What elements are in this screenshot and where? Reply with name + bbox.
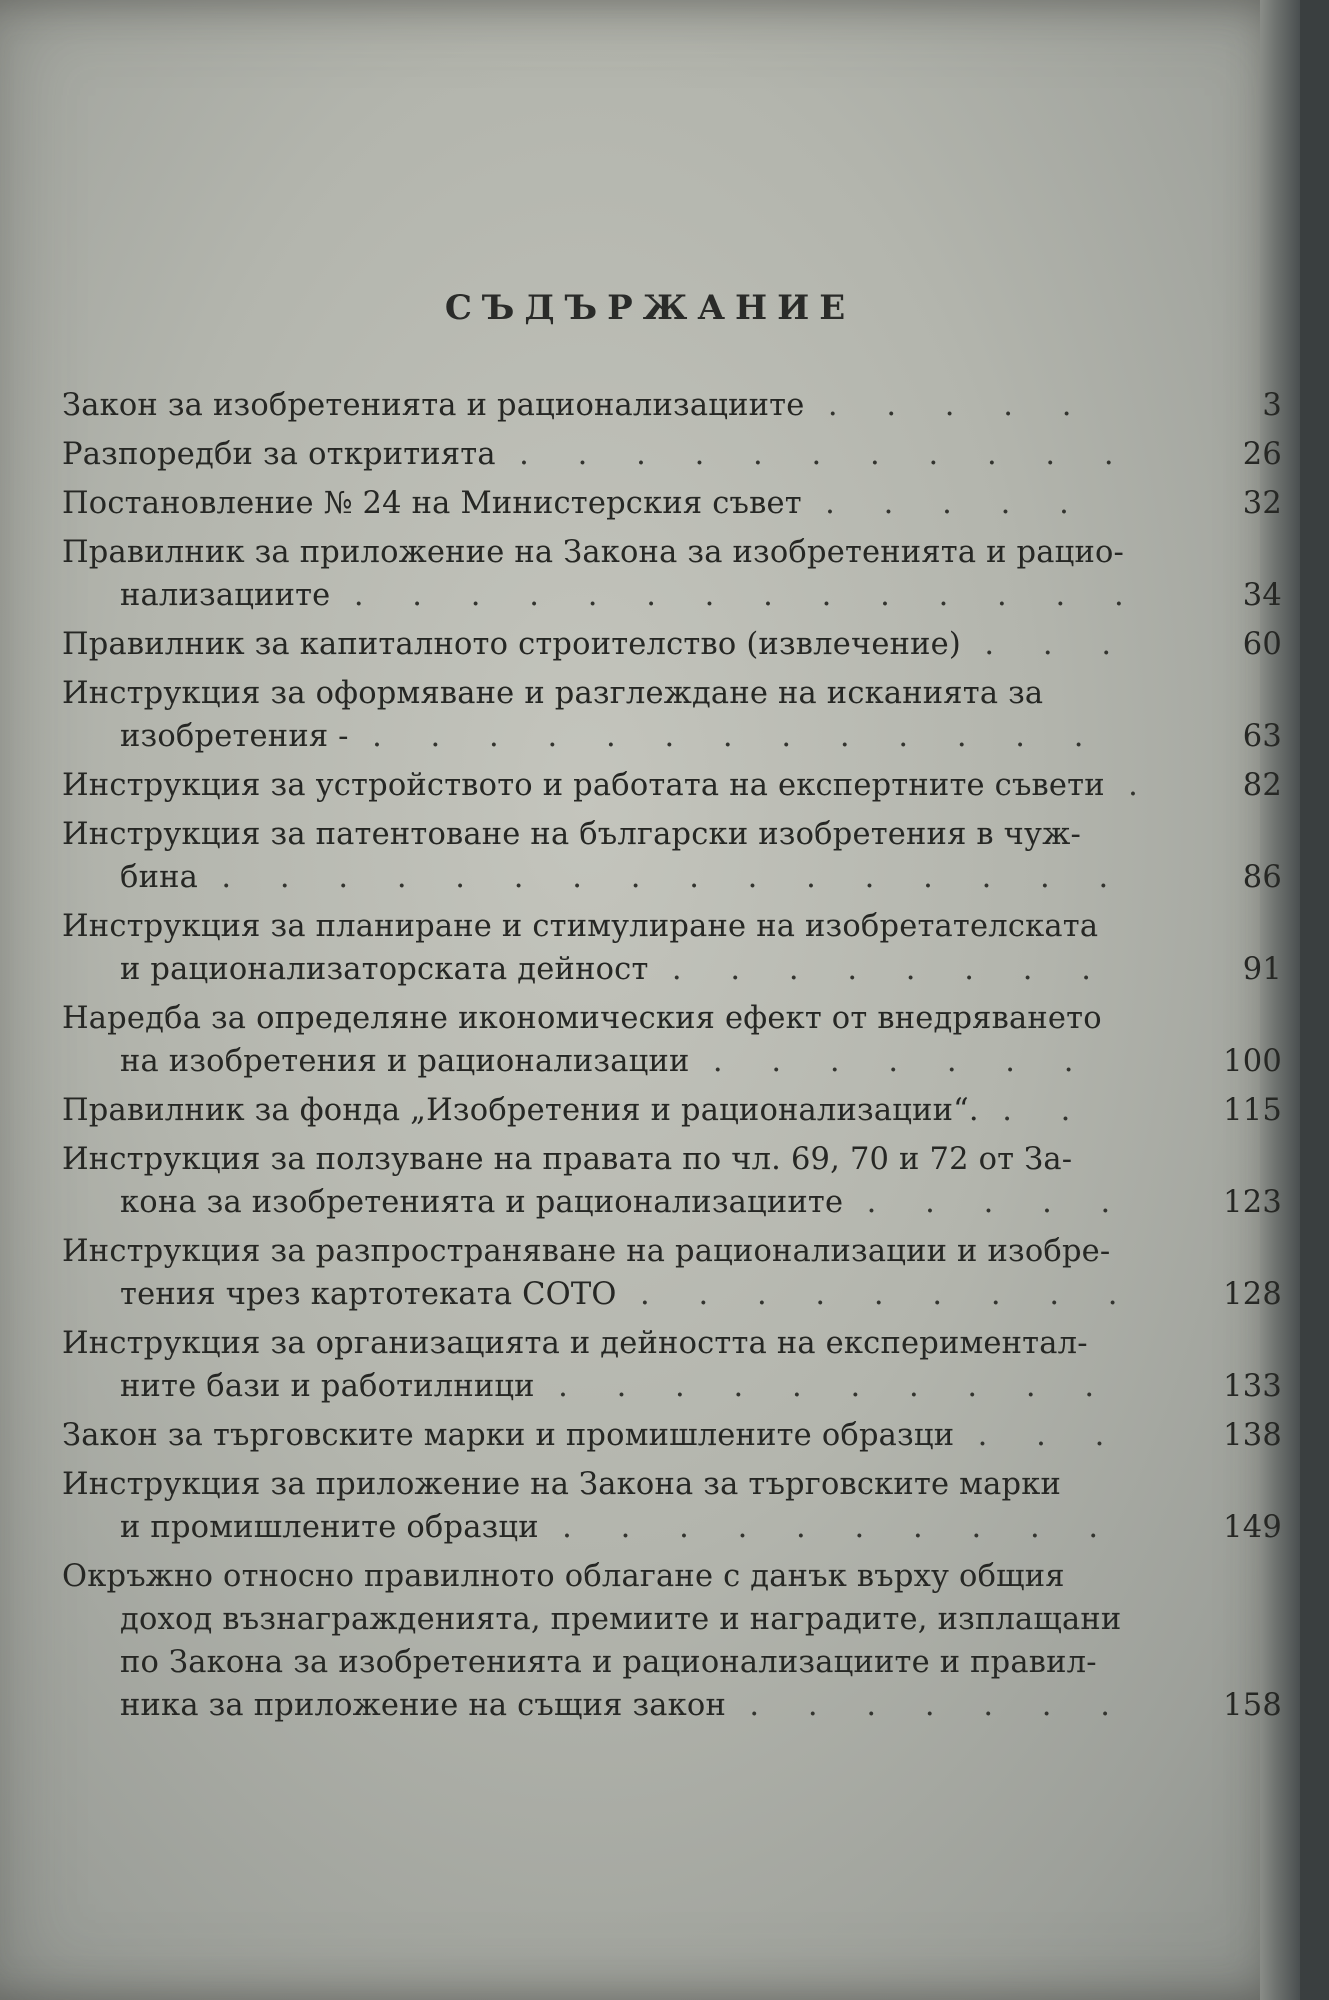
toc-entry bbox=[62, 623, 1292, 666]
dot-leader: . . . . . . . . . . . . . . . . bbox=[198, 860, 1134, 895]
toc-entry-line-text: Постановление № 24 на Министерския съвет bbox=[62, 486, 802, 521]
toc-entry-line bbox=[62, 623, 1172, 666]
toc-entry-line bbox=[62, 948, 1172, 991]
dot-leader: . . . . . . . . . . bbox=[534, 1369, 1120, 1404]
dot-leader: . . . . . bbox=[843, 1185, 1136, 1220]
toc-entry-title bbox=[62, 531, 1172, 617]
toc-entry-line-text: Инструкция за ползуване на правата по чл. 69, 70 и 72 от За- bbox=[62, 1142, 1073, 1177]
toc-page-number: 149 bbox=[1223, 1510, 1282, 1545]
toc-entry-line bbox=[62, 1463, 1172, 1506]
toc-entry bbox=[62, 482, 1292, 525]
toc-page-number: 26 bbox=[1242, 437, 1282, 472]
toc-entry-line-text: доход възнагражденията, премиите и наградите, изплащани bbox=[120, 1602, 1122, 1637]
toc-entry-title bbox=[62, 1089, 1172, 1132]
toc-page-number: 60 bbox=[1242, 627, 1282, 662]
toc-entry bbox=[62, 1089, 1292, 1132]
dot-leader: . . . . . . . . . . . bbox=[495, 437, 1139, 472]
toc-entry-line bbox=[62, 764, 1172, 807]
toc-entry-line-text: бина bbox=[120, 860, 199, 895]
dot-leader: . . . . . . . . . . . . . . bbox=[330, 578, 1150, 613]
toc-page-number: 3 bbox=[1262, 388, 1282, 423]
toc-entry-line bbox=[62, 1641, 1172, 1684]
toc-entry-line bbox=[62, 433, 1172, 476]
toc-entry-line-text: кона за изобретенията и рационализациите bbox=[120, 1185, 844, 1220]
toc-page-number: 32 bbox=[1242, 486, 1282, 521]
toc-entry-title bbox=[62, 764, 1172, 807]
dot-leader: . . . bbox=[954, 1418, 1130, 1453]
toc-page-number: 100 bbox=[1223, 1044, 1282, 1079]
dot-leader: . . . . . . . . . . . . . bbox=[348, 719, 1109, 754]
dot-leader: . . . . . bbox=[801, 486, 1095, 521]
toc-entry-line bbox=[62, 1089, 1172, 1132]
toc-entry-title bbox=[62, 1414, 1172, 1457]
toc-entry-line bbox=[62, 384, 1172, 427]
toc-page-number: 133 bbox=[1223, 1369, 1282, 1404]
toc-entry-line bbox=[62, 1684, 1172, 1727]
toc-entry-line bbox=[62, 1414, 1172, 1457]
toc-entry-line-text: тения чрез картотеката СОТО bbox=[120, 1277, 617, 1312]
toc-entry-line bbox=[62, 813, 1172, 856]
toc-page-number: 82 bbox=[1242, 768, 1282, 803]
toc-entry-line-text: Инструкция за разпространяване на рационализации и изобре- bbox=[62, 1234, 1111, 1269]
toc-entry bbox=[62, 905, 1292, 991]
toc-entry-title bbox=[62, 672, 1172, 758]
toc-entry-line-text: Окръжно относно правилното облагане с данък върху общия bbox=[62, 1559, 1065, 1594]
toc-entry-line-text: Правилник за капиталното строителство (извлечение) bbox=[62, 627, 961, 662]
toc-entry-line bbox=[62, 905, 1172, 948]
toc-page-number: 115 bbox=[1223, 1093, 1282, 1128]
toc-entry-line-text: по Закона за изобретенията и рационализациите и правил- bbox=[120, 1645, 1097, 1680]
toc-entry-line-text: Инструкция за оформяване и разглеждане на исканията за bbox=[62, 676, 1044, 711]
toc-entry bbox=[62, 672, 1292, 758]
toc-entry-line-text: и рационализаторската дейност bbox=[120, 952, 649, 987]
toc-entry-line bbox=[62, 1273, 1172, 1316]
toc-entry bbox=[62, 384, 1292, 427]
toc-entry-line-text: Наредба за определяне икономическия ефект от внедряването bbox=[62, 1001, 1102, 1036]
toc-entry-line bbox=[62, 672, 1172, 715]
toc-entry-title bbox=[62, 623, 1172, 666]
toc-entry bbox=[62, 531, 1292, 617]
toc-entry-title bbox=[62, 1322, 1172, 1408]
toc-page-number: 86 bbox=[1242, 860, 1282, 895]
toc-page-number: 123 bbox=[1223, 1185, 1282, 1220]
toc-entry-title bbox=[62, 482, 1172, 525]
toc-entry-line-text: и промишлените образци bbox=[120, 1510, 539, 1545]
toc-page-number: 91 bbox=[1242, 952, 1282, 987]
dot-leader: . . bbox=[978, 1093, 1096, 1128]
toc-entry-line bbox=[62, 1230, 1172, 1273]
dot-leader: . bbox=[1104, 768, 1164, 803]
toc-entry-title bbox=[62, 1138, 1172, 1224]
toc-entry-line bbox=[62, 1598, 1172, 1641]
toc-entry-title bbox=[62, 1463, 1172, 1549]
toc-entry-line-text: Правилник за фонда „Изобретения и рационализации“. bbox=[62, 1093, 979, 1128]
toc-entry-title bbox=[62, 1230, 1172, 1316]
toc-entry-line-text: Инструкция за устройството и работата на експертните съвети bbox=[62, 768, 1105, 803]
toc-entry bbox=[62, 997, 1292, 1083]
toc-page-number: 128 bbox=[1223, 1277, 1282, 1312]
toc-entry-line bbox=[62, 1181, 1172, 1224]
dot-leader: . . . bbox=[961, 627, 1137, 662]
toc-entry-line bbox=[62, 482, 1172, 525]
toc-entry-line bbox=[62, 531, 1172, 574]
toc-entry-line-text: Разпоредби за откритията bbox=[62, 437, 496, 472]
toc-entry bbox=[62, 1138, 1292, 1224]
toc-entry-line bbox=[62, 1365, 1172, 1408]
toc-entry bbox=[62, 1555, 1292, 1727]
dot-leader: . . . . . . . bbox=[726, 1688, 1136, 1723]
toc-entry-line bbox=[62, 1040, 1172, 1083]
toc-entry-line bbox=[62, 715, 1172, 758]
toc-entry-line-text: Инструкция за патентоване на български изобретения в чуж- bbox=[62, 817, 1081, 852]
toc-entry-line bbox=[62, 1506, 1172, 1549]
table-of-contents bbox=[62, 384, 1292, 1733]
toc-entry-line-text: Инструкция за организацията и дейността на експериментал- bbox=[62, 1326, 1088, 1361]
toc-entry-line-text: изобретения - bbox=[120, 719, 349, 754]
toc-entry-line-text: Правилник за приложение на Закона за изобретенията и рацио- bbox=[62, 535, 1125, 570]
toc-entry-line-text: Инструкция за планиране и стимулиране на изобретателската bbox=[62, 909, 1099, 944]
toc-entry-title bbox=[62, 905, 1172, 991]
toc-page-number: 158 bbox=[1223, 1688, 1282, 1723]
toc-entry-line bbox=[62, 574, 1172, 617]
toc-entry bbox=[62, 1463, 1292, 1549]
toc-entry-line-text: ника за приложение на същия закон bbox=[120, 1688, 727, 1723]
toc-entry-title bbox=[62, 433, 1172, 476]
toc-entry-title bbox=[62, 1555, 1172, 1727]
toc-entry bbox=[62, 1230, 1292, 1316]
toc-entry-line-text: на изобретения и рационализации bbox=[120, 1044, 690, 1079]
toc-entry-line-text: Инструкция за приложение на Закона за търговските марки bbox=[62, 1467, 1062, 1502]
toc-entry-line-text: ните бази и работилници bbox=[120, 1369, 535, 1404]
toc-entry-line bbox=[62, 1555, 1172, 1598]
toc-entry bbox=[62, 764, 1292, 807]
dot-leader: . . . . . . . . . . bbox=[538, 1510, 1124, 1545]
dot-leader: . . . . . . . . bbox=[648, 952, 1117, 987]
toc-entry bbox=[62, 433, 1292, 476]
dot-leader: . . . . . . . bbox=[689, 1044, 1099, 1079]
toc-entry-line bbox=[62, 1138, 1172, 1181]
toc-entry-title bbox=[62, 384, 1172, 427]
toc-entry-line bbox=[62, 997, 1172, 1040]
toc-entry bbox=[62, 1414, 1292, 1457]
toc-heading: СЪДЪРЖАНИЕ bbox=[444, 288, 856, 328]
toc-entry-title bbox=[62, 997, 1172, 1083]
toc-entry-line bbox=[62, 1322, 1172, 1365]
toc-page-number: 34 bbox=[1242, 578, 1282, 613]
toc-page-number: 63 bbox=[1242, 719, 1282, 754]
toc-entry-title bbox=[62, 813, 1172, 899]
toc-entry-line-text: нализациите bbox=[120, 578, 331, 613]
toc-entry bbox=[62, 1322, 1292, 1408]
toc-entry-line-text: Закон за изобретенията и рационализациите bbox=[62, 388, 805, 423]
dot-leader: . . . . . . . . . bbox=[616, 1277, 1143, 1312]
toc-entry bbox=[62, 813, 1292, 899]
toc-entry-line bbox=[62, 856, 1172, 899]
dot-leader: . . . . . bbox=[804, 388, 1097, 423]
toc-entry-line-text: Закон за търговските марки и промишлените образци bbox=[62, 1418, 955, 1453]
toc-page-number: 138 bbox=[1223, 1418, 1282, 1453]
